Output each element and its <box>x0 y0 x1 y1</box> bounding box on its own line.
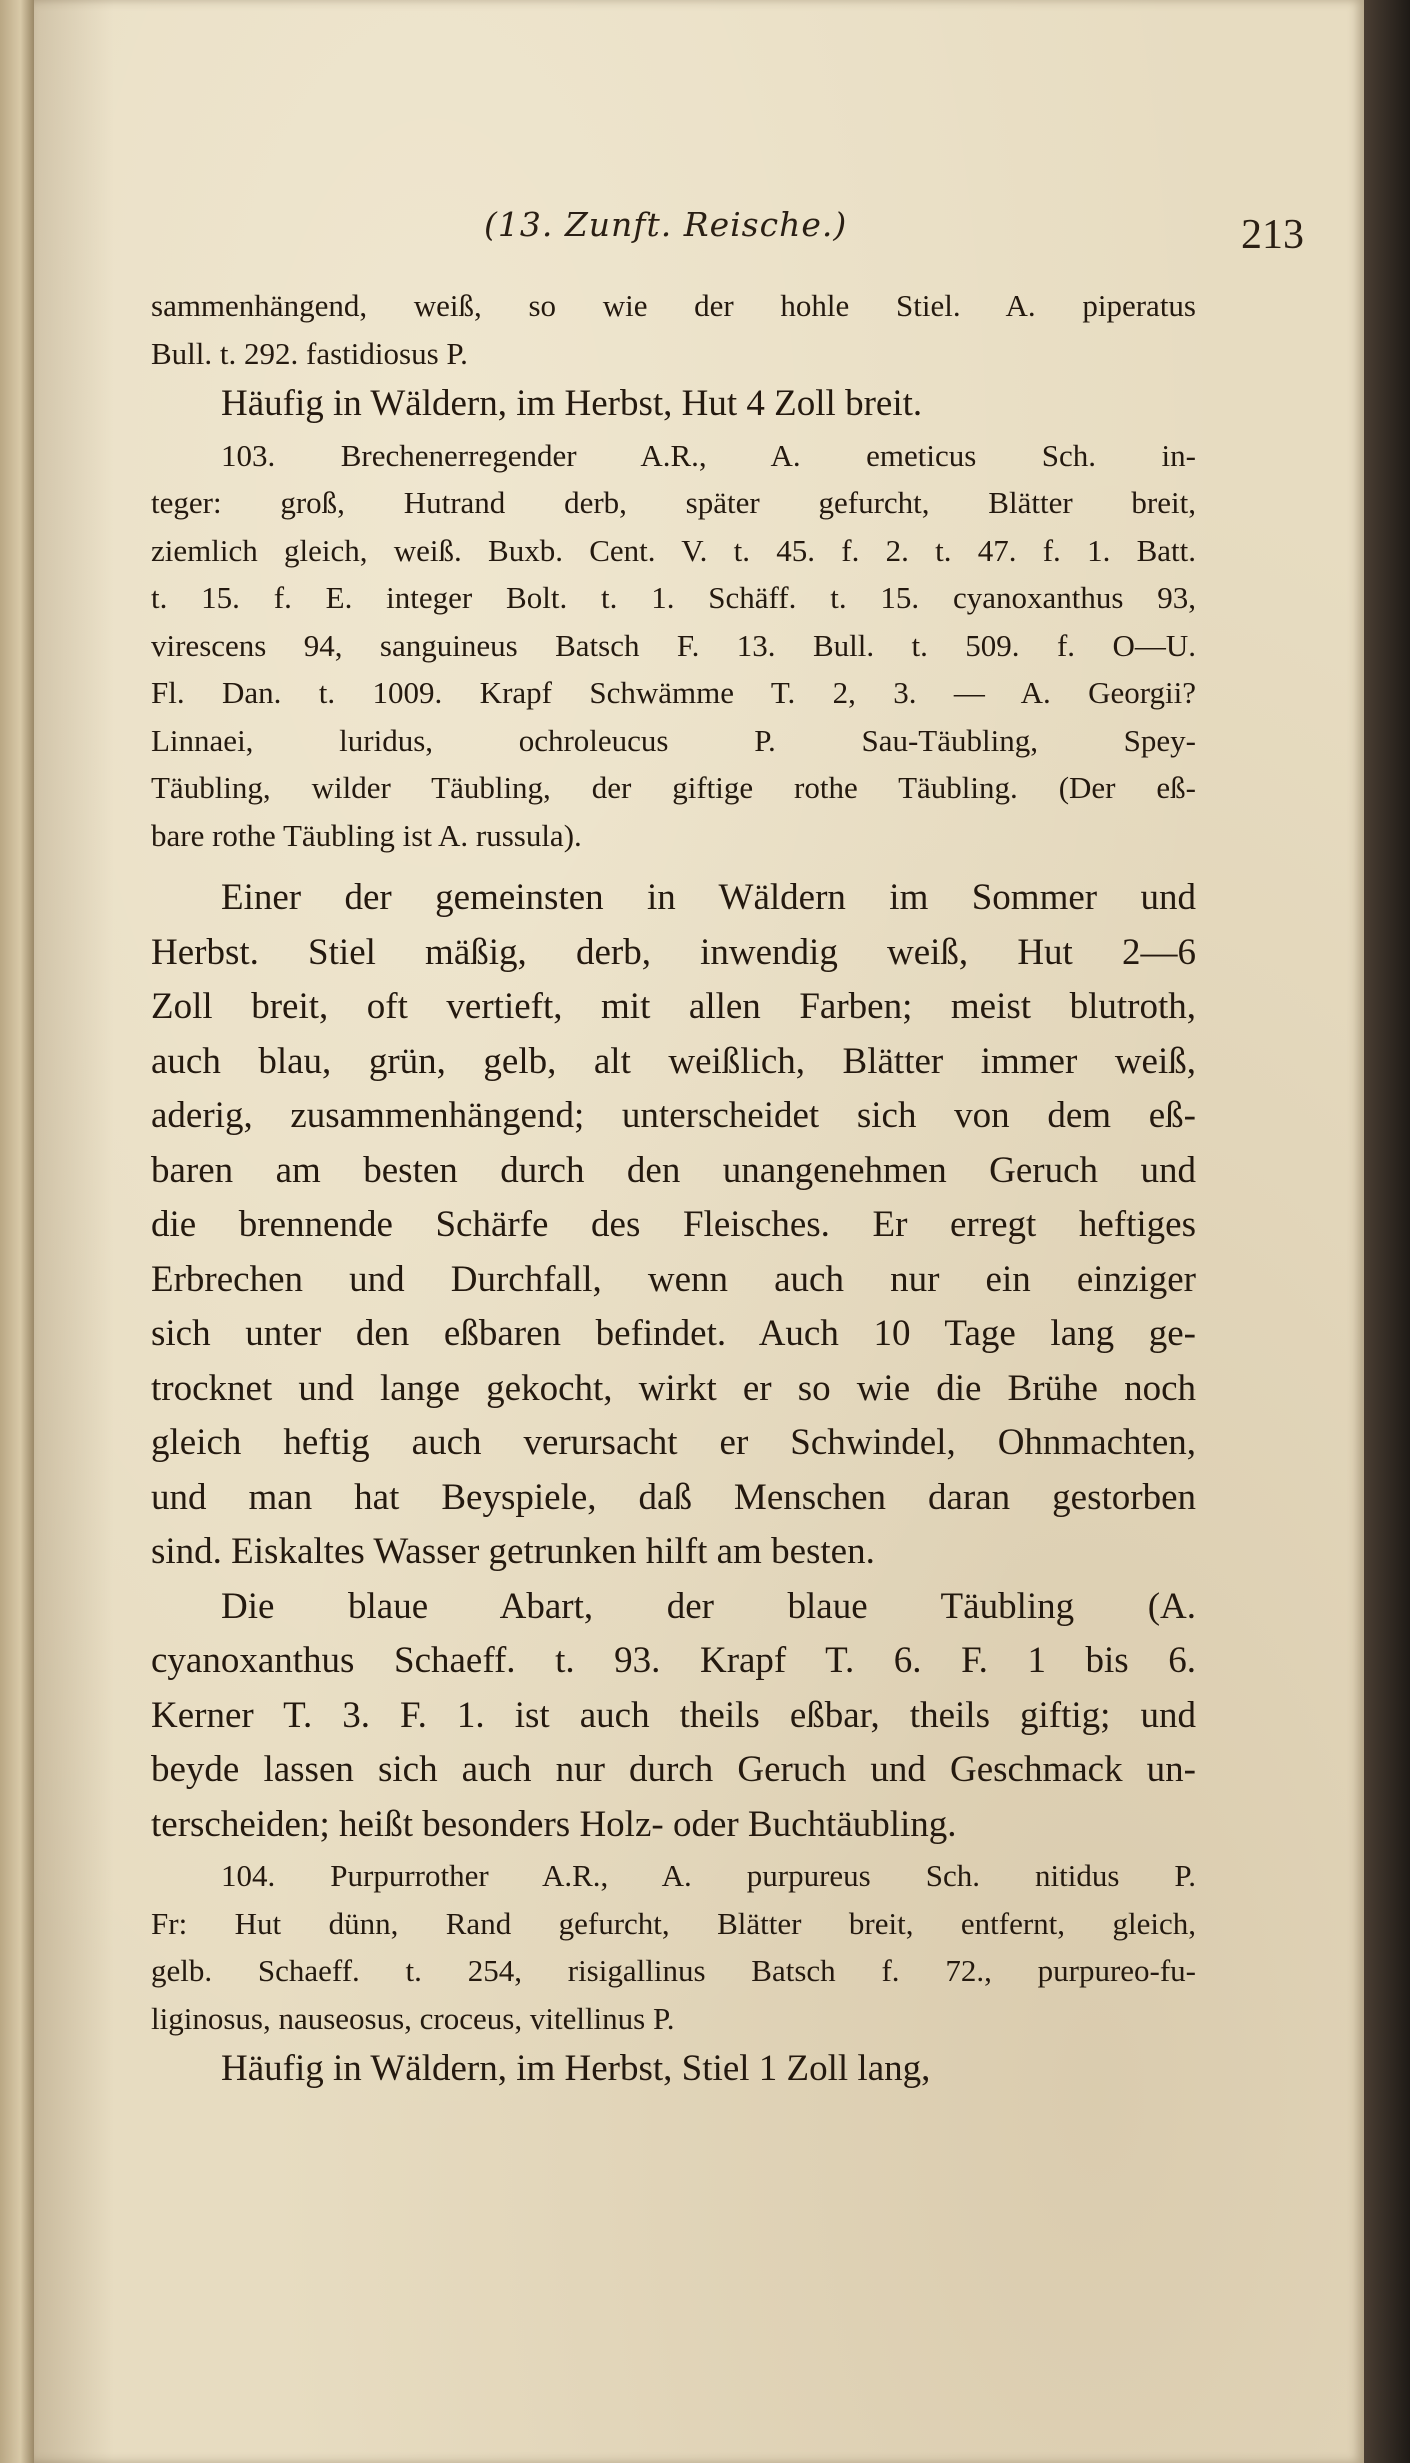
text-line: Fr: Hut dünn, Rand gefurcht, Blätter breit, entfernt, gleich, <box>151 1905 1196 1941</box>
page-body <box>151 282 1196 2097</box>
text-line: sind. Eiskaltes Wasser getrunken hilft am besten. <box>151 1531 875 1572</box>
text-line: Einer der gemeinsten in Wäldern im Sommer und <box>221 877 1196 918</box>
text-line: ziemlich gleich, weiß. Buxb. Cent. V. t. 45. f. 2. t. 47. f. 1. Batt. <box>151 532 1196 568</box>
text-line: gleich heftig auch verursacht er Schwindel, Ohnmachten, <box>151 1422 1196 1463</box>
text-line: t. 15. f. E. integer Bolt. t. 1. Schäff. t. 15. cyanoxanthus 93, <box>151 580 1196 615</box>
text-line: Herbst. Stiel mäßig, derb, inwendig weiß, Hut 2—6 <box>151 931 1196 973</box>
left-page-edge <box>0 0 34 2463</box>
text-line: beyde lassen sich auch nur durch Geruch und Geschmack un- <box>151 1749 1196 1790</box>
text-line: liginosus, nauseosus, croceus, vitellinus P. <box>151 2000 675 2036</box>
text-line: sammenhängend, weiß, so wie der hohle Stiel. A. piperatus <box>151 288 1196 323</box>
right-page-edge <box>1364 0 1410 2463</box>
text-line: bare rothe Täubling ist A. russula). <box>151 817 582 853</box>
text-line: aderig, zusammenhängend; unterscheidet sich von dem eß- <box>151 1095 1196 1136</box>
text-line: sich unter den eßbaren befindet. Auch 10 Tage lang ge- <box>151 1313 1196 1354</box>
text-line: Bull. t. 292. fastidiosus P. <box>151 335 468 371</box>
text-line: gelb. Schaeff. t. 254, risigallinus Batsch f. 72., purpureo-fu- <box>151 1953 1196 1988</box>
text-line: Fl. Dan. t. 1009. Krapf Schwämme T. 2, 3. — A. Georgii? <box>151 675 1196 710</box>
text-line: Linnaei, luridus, ochroleucus P. Sau-Täubling, Spey- <box>151 722 1196 758</box>
text-line: Häufig in Wäldern, im Herbst, Hut 4 Zoll breit. <box>221 383 923 424</box>
text-line: Die blaue Abart, der blaue Täubling (A. <box>221 1585 1196 1627</box>
text-line: die brennende Schärfe des Fleisches. Er erregt heftiges <box>151 1204 1196 1245</box>
text-line: Täubling, wilder Täubling, der giftige rothe Täubling. (Der eß- <box>151 770 1196 805</box>
text-line: 104. Purpurrother A.R., A. purpureus Sch. nitidus P. <box>221 1858 1196 1893</box>
text-line: virescens 94, sanguineus Batsch F. 13. Bull. t. 509. f. O—U. <box>151 627 1196 663</box>
text-line: und man hat Beyspiele, daß Menschen daran gestorben <box>151 1476 1196 1518</box>
book-page <box>34 0 1364 2463</box>
text-line: 103. Brechenerregender A.R., A. emeticus Sch. in- <box>221 437 1196 473</box>
text-line: auch blau, grün, gelb, alt weißlich, Blätter immer weiß, <box>151 1040 1196 1082</box>
page-header <box>474 205 1314 265</box>
text-line: terscheiden; heißt besonders Holz- oder Buchtäubling. <box>151 1803 957 1845</box>
text-line: Zoll breit, oft vertieft, mit allen Farben; meist blutroth, <box>151 986 1196 1027</box>
paragraph-gap <box>151 859 1196 871</box>
text-line: cyanoxanthus Schaeff. t. 93. Krapf T. 6. F. 1 bis 6. <box>151 1640 1196 1681</box>
text-line: baren am besten durch den unangenehmen Geruch und <box>151 1149 1196 1191</box>
page-number: 213 <box>1241 212 1304 258</box>
running-head: (13. Zunft. Reische.) <box>484 205 848 244</box>
text-line: Kerner T. 3. F. 1. ist auch theils eßbar, theils giftig; und <box>151 1694 1196 1736</box>
text-line: teger: groß, Hutrand derb, später gefurcht, Blätter breit, <box>151 485 1196 520</box>
text-line: trocknet und lange gekocht, wirkt er so wie die Brühe noch <box>151 1367 1196 1409</box>
text-line: Erbrechen und Durchfall, wenn auch nur ein einziger <box>151 1258 1196 1300</box>
text-line: Häufig in Wäldern, im Herbst, Stiel 1 Zoll lang, <box>221 2048 931 2089</box>
